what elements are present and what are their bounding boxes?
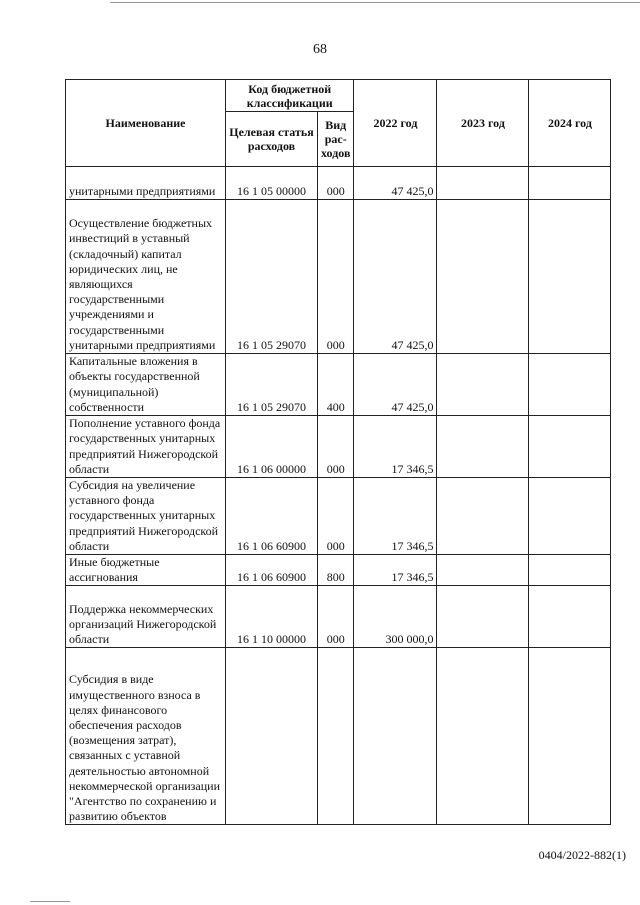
- row-2023-cell: [437, 555, 529, 586]
- row-2022-cell: 47 425,0: [354, 354, 437, 416]
- row-2023-cell: [437, 478, 529, 555]
- row-2024-cell: [529, 478, 611, 555]
- row-2023-cell: [437, 648, 529, 825]
- row-expense-type-cell: 000: [318, 416, 354, 478]
- header-target-article: Целевая статья расходов: [226, 112, 318, 167]
- row-target-article-cell: [226, 648, 318, 825]
- row-2022-cell: 300 000,0: [354, 586, 437, 648]
- row-name-cell: унитарными предприятиями: [66, 167, 226, 200]
- row-target-article-cell: 16 1 05 29070: [226, 354, 318, 416]
- table-row: [66, 416, 611, 478]
- header-2022: 2022 год: [354, 80, 437, 167]
- row-expense-type-cell: 000: [318, 167, 354, 200]
- row-2023-cell: [437, 167, 529, 200]
- row-2023-cell: [437, 416, 529, 478]
- row-2022-cell: 17 346,5: [354, 555, 437, 586]
- row-2023-cell: [437, 200, 529, 354]
- row-2022-cell: [354, 648, 437, 825]
- row-2024-cell: [529, 200, 611, 354]
- row-target-article-cell: 16 1 06 00000: [226, 416, 318, 478]
- page-number: 68: [313, 42, 327, 57]
- table-row: [66, 555, 611, 586]
- header-code-group: Код бюджетной классификации: [226, 80, 354, 112]
- row-2022-cell: 47 425,0: [354, 167, 437, 200]
- table-row: [66, 354, 611, 416]
- row-expense-type-cell: 000: [318, 200, 354, 354]
- header-name: Наименование: [66, 80, 226, 167]
- row-2023-cell: [437, 586, 529, 648]
- row-name-cell: Пополнение уставного фонда государственных унитарных предприятий Нижегородской области: [66, 416, 226, 478]
- header-expense-type: Вид рас-ходов: [318, 112, 354, 167]
- header-2023: 2023 год: [437, 80, 529, 167]
- document-number: 0404/2022-882(1): [538, 848, 626, 862]
- row-target-article-cell: 16 1 05 29070: [226, 200, 318, 354]
- budget-table: [65, 79, 611, 825]
- table-body: [66, 167, 611, 825]
- row-2024-cell: [529, 648, 611, 825]
- scan-edge-bottom: [30, 901, 70, 902]
- row-name-cell: Иные бюджетные ассигнования: [66, 555, 226, 586]
- table-row: [66, 167, 611, 200]
- row-expense-type-cell: 000: [318, 586, 354, 648]
- table-row: [66, 200, 611, 354]
- row-target-article-cell: 16 1 06 60900: [226, 555, 318, 586]
- row-2024-cell: [529, 416, 611, 478]
- row-expense-type-cell: 800: [318, 555, 354, 586]
- header-2024: 2024 год: [529, 80, 611, 167]
- row-2024-cell: [529, 167, 611, 200]
- row-2022-cell: 17 346,5: [354, 478, 437, 555]
- table-row: [66, 478, 611, 555]
- row-2024-cell: [529, 586, 611, 648]
- row-name-cell: Субсидия в виде имущественного взноса в целях финансового обеспечения расходов (возмещения затрат), связанных с уставной деятельностью автономной некоммерческой организации "Агентство по сохранению и развитию объектов: [66, 648, 226, 825]
- row-target-article-cell: 16 1 05 00000: [226, 167, 318, 200]
- row-target-article-cell: 16 1 10 00000: [226, 586, 318, 648]
- row-2024-cell: [529, 555, 611, 586]
- row-2024-cell: [529, 354, 611, 416]
- row-expense-type-cell: 000: [318, 478, 354, 555]
- row-name-cell: Осуществление бюджетных инвестиций в уставный (складочный) капитал юридических лиц, не являющихся государственными учреждениями и государственными унитарными предприятиями: [66, 200, 226, 354]
- row-2022-cell: 17 346,5: [354, 416, 437, 478]
- row-name-cell: Субсидия на увеличение уставного фонда государственных унитарных предприятий Нижегородской области: [66, 478, 226, 555]
- row-name-cell: Капитальные вложения в объекты государственной (муниципальной) собственности: [66, 354, 226, 416]
- table-row: [66, 648, 611, 825]
- row-name-cell: Поддержка некоммерческих организаций Нижегородской области: [66, 586, 226, 648]
- row-2022-cell: 47 425,0: [354, 200, 437, 354]
- row-target-article-cell: 16 1 06 60900: [226, 478, 318, 555]
- row-expense-type-cell: 400: [318, 354, 354, 416]
- table-header: [66, 80, 611, 167]
- row-expense-type-cell: [318, 648, 354, 825]
- table-row: [66, 586, 611, 648]
- scan-edge-top: [110, 2, 640, 3]
- row-2023-cell: [437, 354, 529, 416]
